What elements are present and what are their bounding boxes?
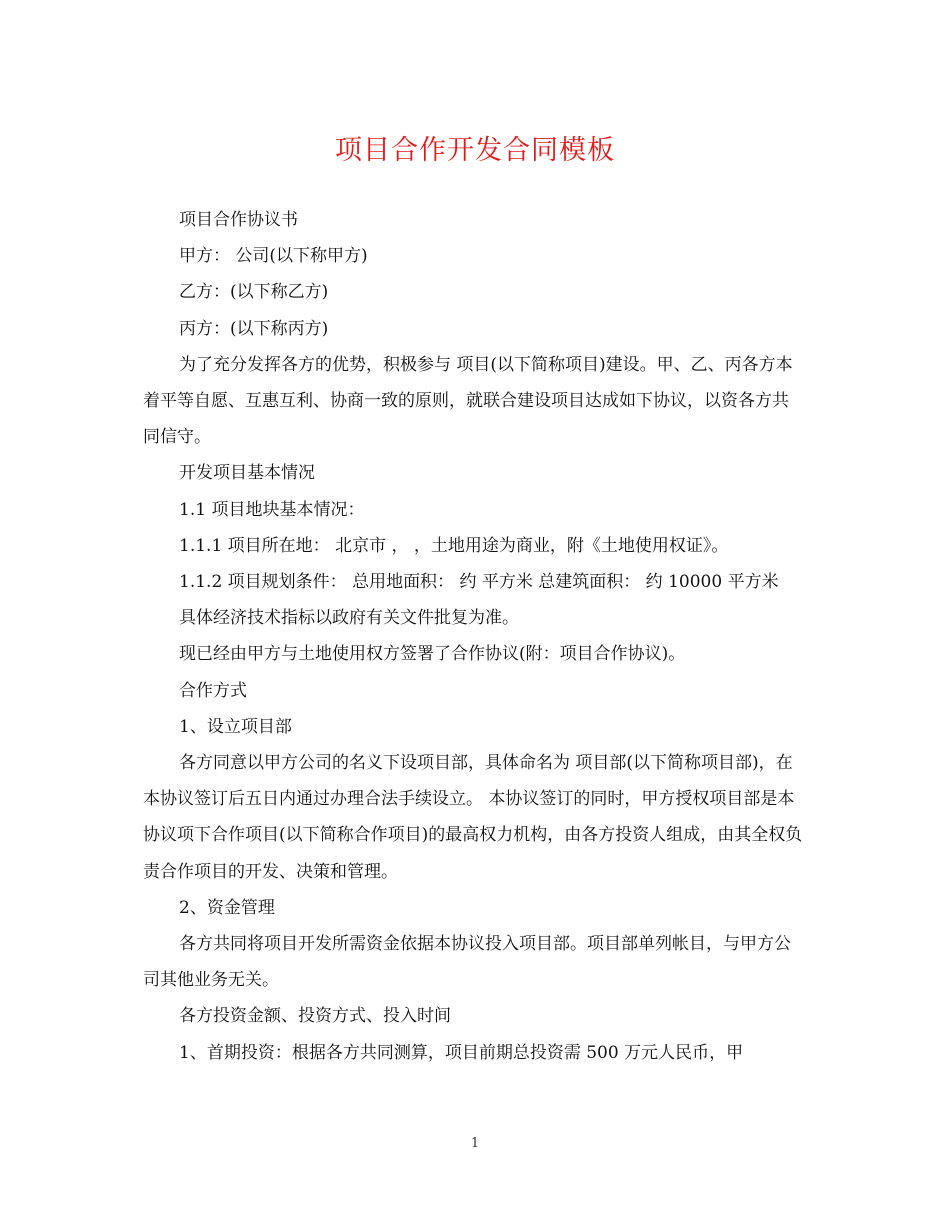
section-heading-cooperation: 合作方式 [179,680,247,701]
paragraph-party-a: 甲方： 公司(以下称甲方) [179,246,368,267]
paragraph-project-dept-details: 各方同意以甲方公司的名义下设项目部，具体命名为 项目部(以下简称项目部)，在本协议签订后五日内通过办理合法手续设立。 本协议签订的同时，甲方授权项目部是本协议项下合作项目(以下简称合作项目)的最高权力机构，由各方投资人组成，由其全权负责合作项目的开发、决策和管理。 [143,753,803,882]
paragraph-setup-project-dept: 1、设立项目部 [179,716,292,737]
page-number: 1 [470,1136,480,1151]
paragraph-agreement-heading: 项目合作协议书 [179,210,298,230]
paragraph-initial-investment: 1、首期投资：根据各方共同测算，项目前期总投资需 500 万元人民币，甲 [179,1042,744,1063]
section-heading-project-basics: 开发项目基本情况 [179,463,315,484]
paragraph-party-c: 丙方：(以下称丙方) [179,318,329,339]
paragraph-fund-management: 2、资金管理 [179,897,275,918]
section-heading-investment: 各方投资金额、投资方式、投入时间 [179,1006,451,1027]
paragraph-signed-agreement: 现已经由甲方与土地使用权方签署了合作协议(附：项目合作协议)。 [179,644,686,665]
paragraph-preamble: 为了充分发挥各方的优势，积极参与 项目(以下简称项目)建设。甲、乙、丙各方本着平等自愿、互惠互利、协商一致的原则，就联合建设项目达成如下协议，以资各方共同信守。 [143,354,793,448]
paragraph-fund-details: 各方共同将项目开发所需资金依据本协议投入项目部。项目部单列帐目，与甲方公司其他业务无关。 [143,934,791,991]
document-body [143,202,803,1071]
paragraph-1-1: 1.1 项目地块基本情况： [179,499,365,520]
document-title: 项目合作开发合同模板 [335,135,615,166]
paragraph-indicators: 具体经济技术指标以政府有关文件批复为准。 [179,608,519,629]
paragraph-1-1-2: 1.1.2 项目规划条件： 总用地面积： 约 平方米 总建筑面积： 约 10000 平方米 [179,572,779,593]
paragraph-party-b: 乙方：(以下称乙方) [179,282,329,303]
paragraph-1-1-1: 1.1.1 项目所在地： 北京市 ， ，土地用途为商业，附《土地使用权证》。 [179,535,729,556]
